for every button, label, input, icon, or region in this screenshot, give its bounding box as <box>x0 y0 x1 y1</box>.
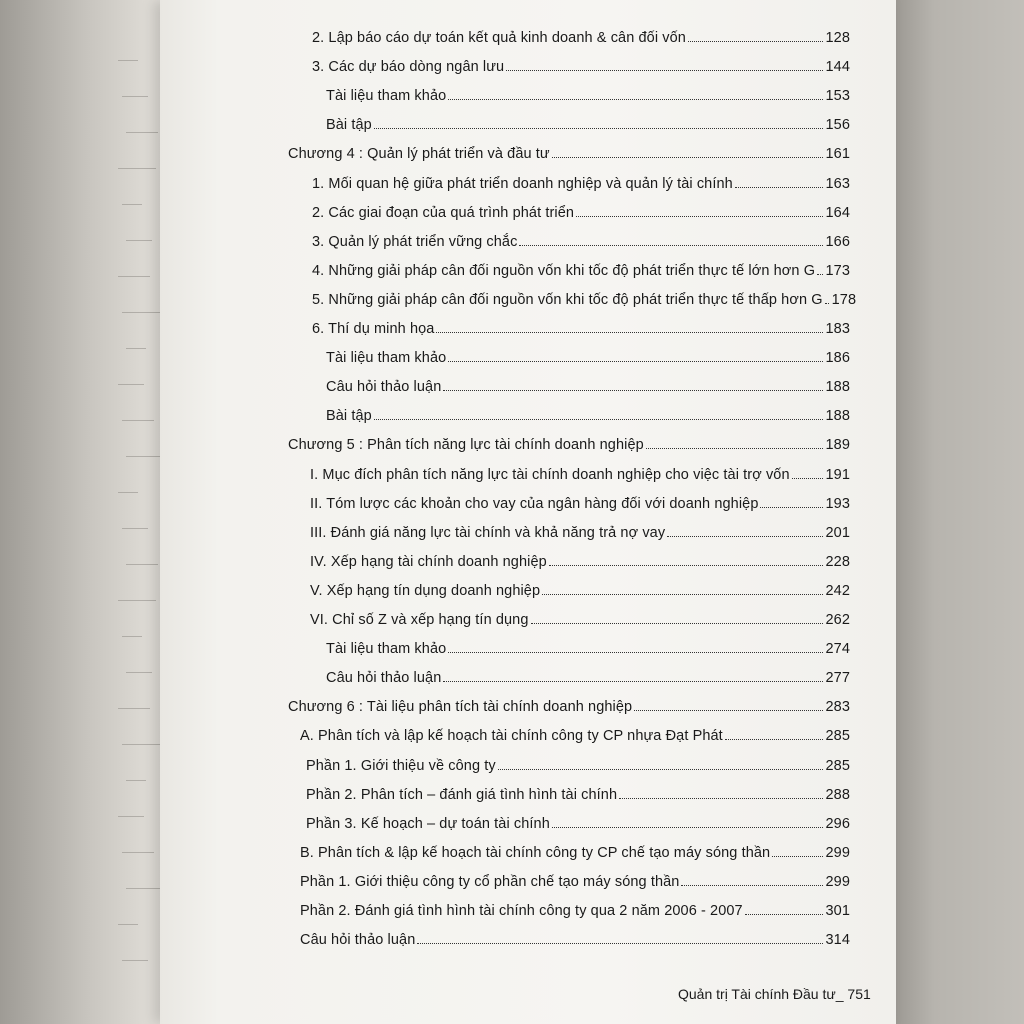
spine-texture-line <box>122 420 154 421</box>
toc-entry <box>326 373 850 395</box>
toc-entry <box>300 868 850 890</box>
dot-leader <box>448 361 822 362</box>
dot-leader <box>498 769 823 770</box>
toc-entry <box>288 693 850 715</box>
dot-leader <box>667 536 822 537</box>
toc-entry-title: Tài liệu tham khảo <box>326 88 447 104</box>
spine-texture-line <box>118 168 156 169</box>
toc-entry-page-number: 296 <box>825 816 850 832</box>
toc-entry-page-number: 173 <box>825 263 850 279</box>
dot-leader <box>760 507 822 508</box>
toc-entry-page-number: 283 <box>825 699 850 715</box>
toc-entry-title: IV. Xếp hạng tài chính doanh nghiệp <box>310 554 547 570</box>
toc-entry-page-number: 299 <box>825 874 850 890</box>
dot-leader <box>646 448 823 449</box>
book-page <box>160 0 896 1024</box>
toc-entry <box>326 82 850 104</box>
toc-entry-page-number: 299 <box>825 845 850 861</box>
toc-entry-page-number: 161 <box>825 146 850 162</box>
toc-entry-title: Chương 5 : Phân tích năng lực tài chính doanh nghiệp <box>288 437 644 453</box>
toc-entry-title: B. Phân tích & lập kế hoạch tài chính công ty CP chế tạo máy sóng thần <box>300 845 771 861</box>
toc-entry-page-number: 288 <box>825 787 850 803</box>
toc-entry <box>306 781 850 803</box>
toc-entry-page-number: 285 <box>825 728 850 744</box>
toc-entry <box>312 170 850 192</box>
toc-entry-title: Bài tập <box>326 117 372 133</box>
dot-leader <box>443 681 822 682</box>
dot-leader <box>552 827 823 828</box>
dot-leader <box>542 594 822 595</box>
toc-entry-title: Chương 4 : Quản lý phát triển và đầu tư <box>288 146 550 162</box>
dot-leader <box>549 565 823 566</box>
toc-entry <box>300 839 850 861</box>
toc-entry-title: 3. Các dự báo dòng ngân lưu <box>312 59 505 75</box>
toc-entry <box>306 810 850 832</box>
spine-texture-line <box>118 816 144 817</box>
toc-entry-title: 2. Lập báo cáo dự toán kết quả kinh doanh & cân đối vốn <box>312 30 686 46</box>
toc-entry-title: 1. Mối quan hệ giữa phát triển doanh nghiệp và quản lý tài chính <box>312 176 733 192</box>
toc-entry-title: I. Mục đích phân tích năng lực tài chính doanh nghiệp cho việc tài trợ vốn <box>310 467 790 483</box>
spine-texture-line <box>118 708 150 709</box>
toc-entry <box>288 431 850 453</box>
spine-texture-line <box>122 852 154 853</box>
dot-leader <box>735 187 823 188</box>
toc-entry-title: A. Phân tích và lập kế hoạch tài chính công ty CP nhựa Đạt Phát <box>300 728 723 744</box>
toc-entry-page-number: 242 <box>825 583 850 599</box>
spine-texture-line <box>118 492 138 493</box>
toc-entry-page-number: 144 <box>825 59 850 75</box>
toc-entry <box>326 635 850 657</box>
dot-leader <box>792 478 823 479</box>
spine-texture-line <box>126 672 152 673</box>
book-spine-shadow <box>0 0 165 1024</box>
spine-texture-line <box>122 96 148 97</box>
toc-entry-title: Phần 1. Giới thiệu về công ty <box>306 758 496 774</box>
spine-texture-line <box>126 456 164 457</box>
spine-texture-line <box>122 636 142 637</box>
spine-texture-line <box>126 564 158 565</box>
toc-entry-title: Câu hỏi thảo luận <box>300 932 416 948</box>
dot-leader <box>436 332 822 333</box>
spine-texture-line <box>118 384 144 385</box>
page-footer: Quản trị Tài chính Đầu tư_ 751 <box>678 986 871 1002</box>
toc-entry <box>300 926 850 948</box>
toc-entry-title: Phần 2. Đánh giá tình hình tài chính công ty qua 2 năm 2006 - 2007 <box>300 903 743 919</box>
dot-leader <box>443 390 822 391</box>
toc-entry-page-number: 191 <box>825 467 850 483</box>
toc-entry-title: VI. Chỉ số Z và xếp hạng tín dụng <box>310 612 529 628</box>
toc-entry <box>312 53 850 75</box>
toc-entry-page-number: 189 <box>825 437 850 453</box>
dot-leader <box>552 157 823 158</box>
dot-leader <box>745 914 823 915</box>
toc-entry-page-number: 164 <box>825 205 850 221</box>
dot-leader <box>634 710 822 711</box>
toc-entry-title: Câu hỏi thảo luận <box>326 670 442 686</box>
spine-texture-line <box>122 528 148 529</box>
toc-entry-page-number: 314 <box>825 932 850 948</box>
toc-entry-title: Tài liệu tham khảo <box>326 350 447 366</box>
dot-leader <box>417 943 822 944</box>
toc-entry-title: Câu hỏi thảo luận <box>326 379 442 395</box>
background-surface <box>896 0 1024 1024</box>
toc-entry-page-number: 228 <box>825 554 850 570</box>
dot-leader <box>374 128 823 129</box>
toc-entry-page-number: 156 <box>825 117 850 133</box>
toc-entry <box>310 548 850 570</box>
toc-entry <box>310 519 850 541</box>
dot-leader <box>448 652 822 653</box>
dot-leader <box>688 41 823 42</box>
toc-entry-title: Phần 1. Giới thiệu công ty cổ phần chế tạo máy sóng thần <box>300 874 680 890</box>
spine-texture-line <box>126 132 158 133</box>
toc-entry-title: Bài tập <box>326 408 372 424</box>
toc-entry <box>300 897 850 919</box>
toc-entry-page-number: 188 <box>825 408 850 424</box>
dot-leader <box>725 739 823 740</box>
toc-entry-page-number: 163 <box>825 176 850 192</box>
toc-entry-page-number: 193 <box>825 496 850 512</box>
toc-entry <box>310 606 850 628</box>
toc-entry <box>326 664 850 686</box>
toc-entry <box>306 752 850 774</box>
toc-entry-page-number: 262 <box>825 612 850 628</box>
toc-entry-page-number: 128 <box>825 30 850 46</box>
toc-entry-title: 6. Thí dụ minh họa <box>312 321 435 337</box>
spine-texture-line <box>122 204 142 205</box>
dot-leader <box>619 798 822 799</box>
dot-leader <box>772 856 822 857</box>
spine-texture-line <box>126 888 164 889</box>
dot-leader <box>374 419 823 420</box>
toc-entry <box>310 490 850 512</box>
spine-texture-line <box>118 276 150 277</box>
toc-entry <box>326 402 850 424</box>
toc-entry-page-number: 153 <box>825 88 850 104</box>
toc-entry-title: Chương 6 : Tài liệu phân tích tài chính doanh nghiệp <box>288 699 633 715</box>
toc-entry-title: 2. Các giai đoạn của quá trình phát triển <box>312 205 575 221</box>
spine-texture-line <box>122 744 160 745</box>
toc-entry <box>312 228 850 250</box>
toc-entry-title: 3. Quản lý phát triển vững chắc <box>312 234 518 250</box>
toc-entry <box>312 199 850 221</box>
spine-texture-line <box>118 60 138 61</box>
toc-entry-title: 4. Những giải pháp cân đối nguồn vốn khi tốc độ phát triển thực tế lớn hơn G <box>312 263 816 279</box>
toc-entry-page-number: 285 <box>825 758 850 774</box>
spine-texture-line <box>126 348 146 349</box>
toc-entry <box>310 577 850 599</box>
toc-entry-page-number: 166 <box>825 234 850 250</box>
spine-texture-line <box>122 312 160 313</box>
toc-entry <box>300 722 850 744</box>
spine-texture-line <box>118 924 138 925</box>
toc-entry-page-number: 178 <box>831 292 857 308</box>
toc-entry-page-number: 277 <box>825 670 850 686</box>
toc-entry-page-number: 301 <box>825 903 850 919</box>
toc-entry-title: III. Đánh giá năng lực tài chính và khả năng trả nợ vay <box>310 525 666 541</box>
dot-leader <box>448 99 822 100</box>
toc-entry-title: V. Xếp hạng tín dụng doanh nghiệp <box>310 583 541 599</box>
toc-entry-page-number: 183 <box>825 321 850 337</box>
dot-leader <box>506 70 822 71</box>
dot-leader <box>681 885 822 886</box>
dot-leader <box>576 216 822 217</box>
spine-texture-line <box>118 600 156 601</box>
toc-entry <box>312 286 857 308</box>
toc-entry-title: Phần 2. Phân tích – đánh giá tình hình tài chính <box>306 787 618 803</box>
spine-texture-line <box>122 960 148 961</box>
dot-leader <box>531 623 823 624</box>
toc-entry-title: Phần 3. Kế hoạch – dự toán tài chính <box>306 816 550 832</box>
toc-entry-page-number: 186 <box>825 350 850 366</box>
toc-entry <box>288 140 850 162</box>
toc-entry-page-number: 188 <box>825 379 850 395</box>
toc-entry <box>312 315 850 337</box>
toc-entry-page-number: 201 <box>825 525 850 541</box>
toc-entry-page-number: 274 <box>825 641 850 657</box>
toc-entry <box>326 111 850 133</box>
spine-texture-line <box>126 780 146 781</box>
toc-entry <box>310 461 850 483</box>
toc-entry-title: II. Tóm lược các khoản cho vay của ngân hàng đối với doanh nghiệp <box>310 496 759 512</box>
toc-entry <box>312 257 850 279</box>
dot-leader <box>519 245 822 246</box>
toc-entry-title: Tài liệu tham khảo <box>326 641 447 657</box>
spine-texture-line <box>126 240 152 241</box>
toc-entry-title: 5. Những giải pháp cân đối nguồn vốn khi tốc độ phát triển thực tế thấp hơn G <box>312 292 823 308</box>
toc-entry <box>326 344 850 366</box>
toc-entry <box>312 24 850 46</box>
